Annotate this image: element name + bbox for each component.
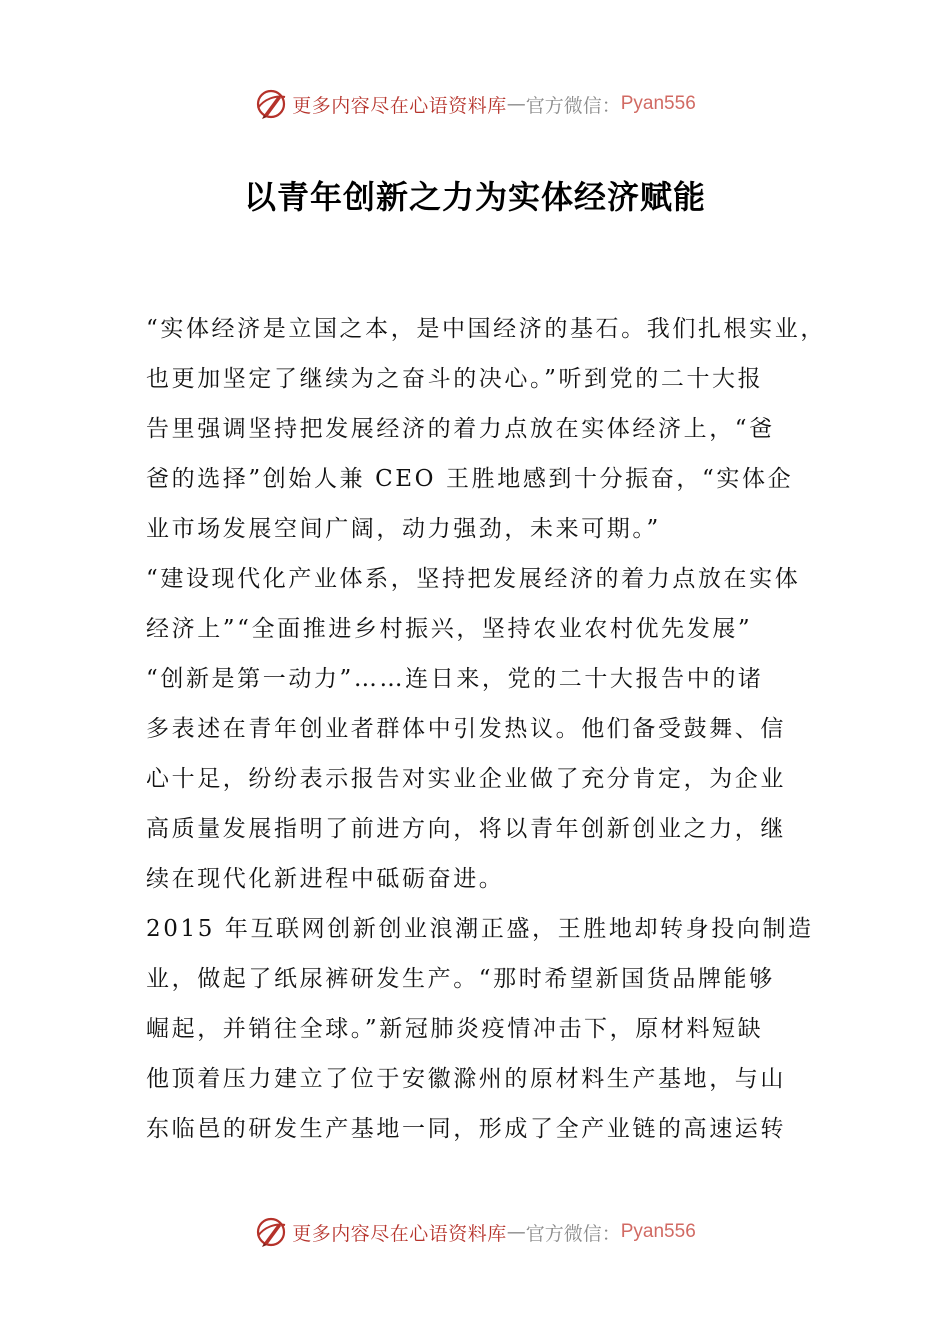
text-line: 告里强调坚持把发展经济的着力点放在实体经济上，“爸 [146, 416, 775, 442]
text-line: 崛起，并销往全球。”新冠肺炎疫情冲击下，原材料短缺 [146, 1016, 764, 1042]
banner-dash: — [506, 93, 526, 115]
text-line: 业市场发展空间广阔，动力强劲，未来可期。” [146, 516, 661, 542]
document-body [146, 304, 826, 1154]
text-line: 也更加坚定了继续为之奋斗的决心。”听到党的二十大报 [146, 366, 764, 392]
pen-logo-icon [254, 1215, 288, 1249]
text-line: 爸的选择”创始人兼 CEO 王胜地感到十分振奋，“实体企 [146, 466, 794, 492]
document-title: 以青年创新之力为实体经济赋能 [243, 178, 706, 216]
text-line: “创新是第一动力”……连日来，党的二十大报告中的诸 [146, 666, 764, 692]
footer-banner [0, 1212, 950, 1252]
text-line: 他顶着压力建立了位于安徽滁州的原材料生产基地，与山 [146, 1066, 786, 1092]
banner-wechat-id: Pyan556 [620, 1221, 696, 1242]
text-line: 业，做起了纸尿裤研发生产。“那时希望新国货品牌能够 [146, 966, 775, 992]
text-line: 多表述在青年创业者群体中引发热议。他们备受鼓舞、信 [146, 716, 786, 742]
banner-wechat-label: 官方微信： [525, 94, 621, 117]
text-line: 高质量发展指明了前进方向，将以青年创新创业之力，继 [146, 816, 786, 842]
text-line: 续在现代化新进程中砥砺奋进。 [146, 866, 505, 892]
banner-dash: — [506, 1221, 526, 1243]
banner-site-text: 更多内容尽在心语资料库 [292, 1222, 507, 1245]
banner-wechat-label: 官方微信： [525, 1222, 621, 1245]
text-line: 2015 年互联网创新创业浪潮正盛，王胜地却转身投向制造 [146, 916, 814, 942]
text-line: 心十足，纷纷表示报告对实业企业做了充分肯定，为企业 [146, 766, 786, 792]
pen-logo-icon [254, 87, 288, 121]
banner-wechat-id: Pyan556 [620, 93, 696, 114]
text-line: “实体经济是立国之本，是中国经济的基石。我们扎根实业， [146, 316, 826, 342]
text-line: 经济上”“全面推进乡村振兴，坚持农业农村优先发展” [146, 616, 753, 642]
header-banner [0, 84, 950, 124]
text-line: 东临邑的研发生产基地一同，形成了全产业链的高速运转 [146, 1116, 786, 1142]
text-line: “建设现代化产业体系，坚持把发展经济的着力点放在实体 [146, 566, 801, 592]
banner-site-text: 更多内容尽在心语资料库 [292, 94, 507, 117]
